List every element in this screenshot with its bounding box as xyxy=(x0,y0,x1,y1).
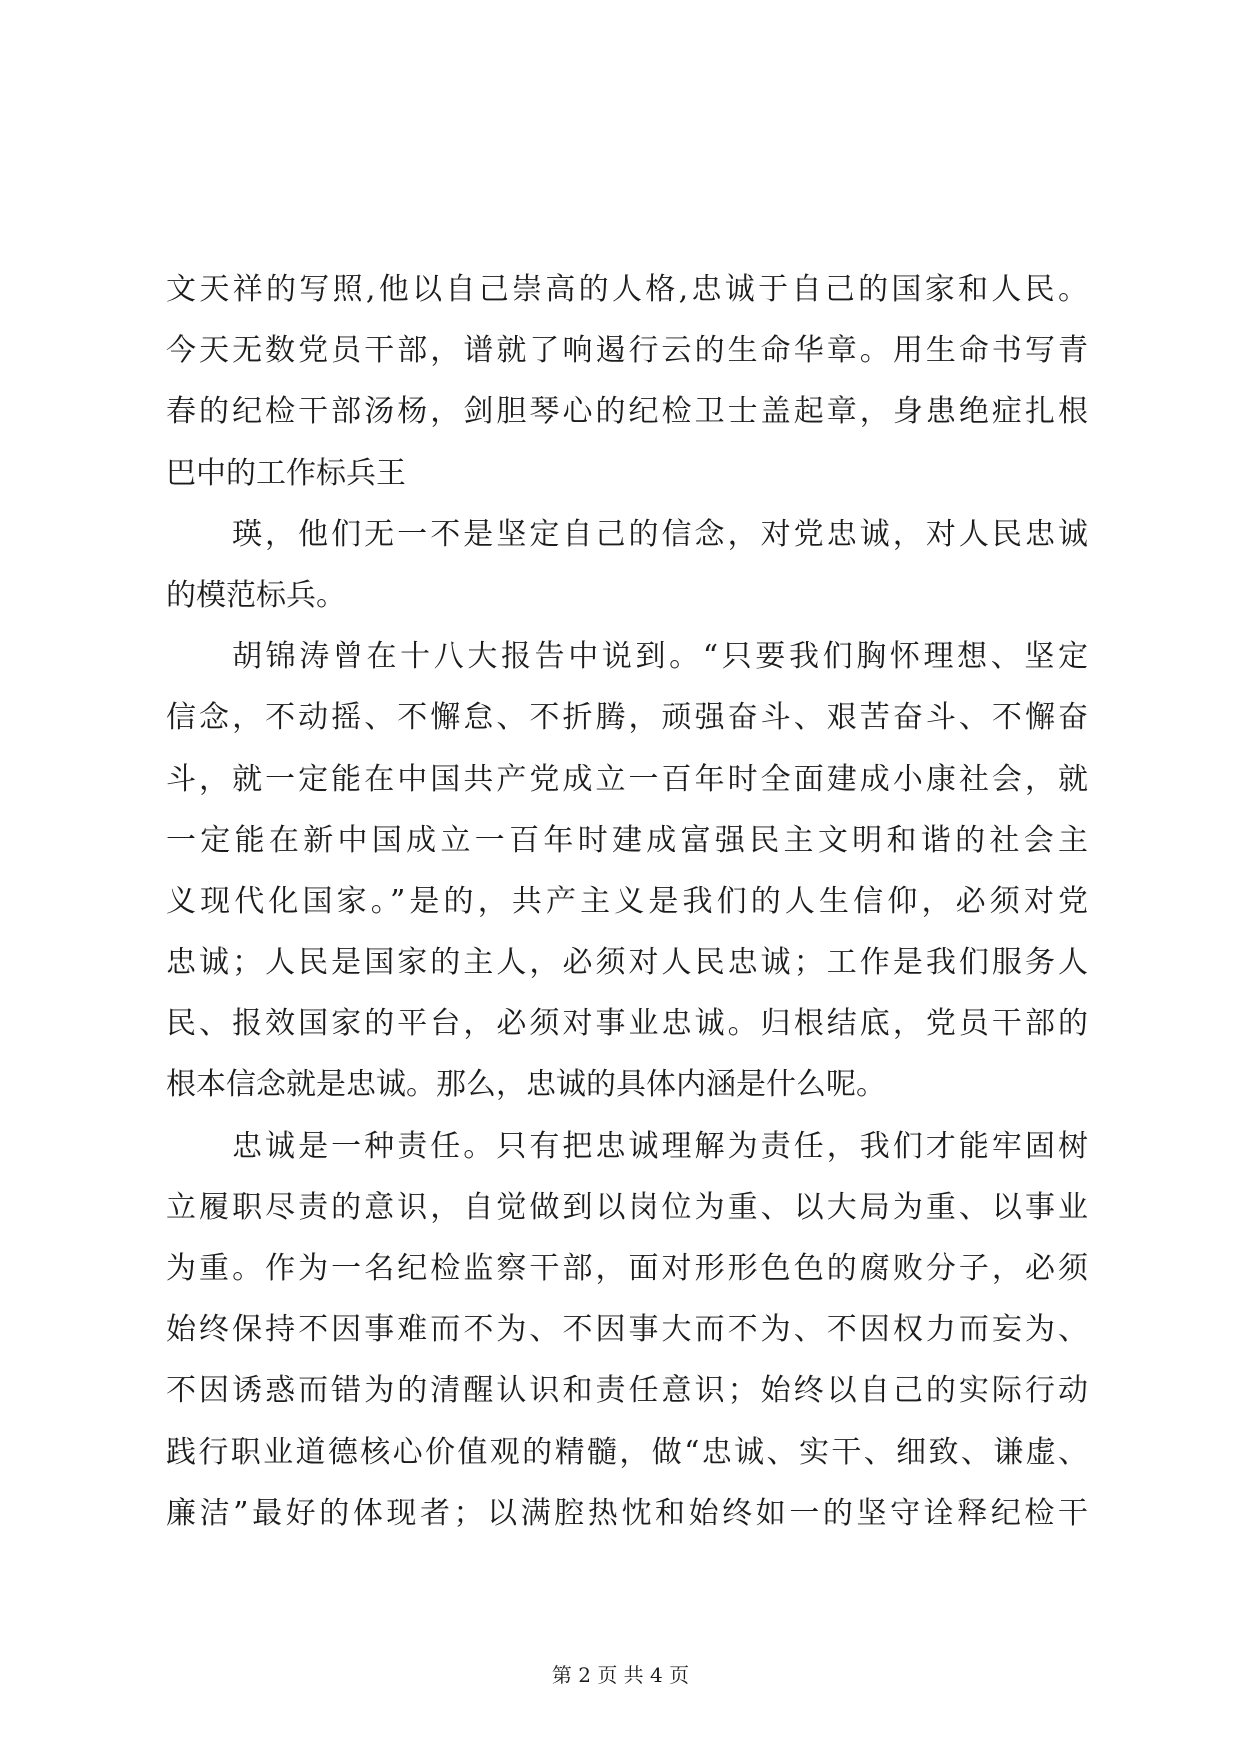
paragraph-first-line: 忠诚是一种责任。只有把忠诚理解为责任，我们才能牢固树 xyxy=(232,1128,1088,1164)
text-line: 的模范标兵。 xyxy=(166,577,346,613)
text-line: 信念，不动摇、不懈怠、不折腾，顽强奋斗、艰苦奋斗、不懈奋 xyxy=(166,700,1088,736)
text-line: 一定能在新中国成立一百年时建成富强民主文明和谐的社会主 xyxy=(166,822,1088,858)
paragraph-first-line: 瑛，他们无一不是坚定自己的信念，对党忠诚，对人民忠诚 xyxy=(232,516,1088,552)
text-line: 不因诱惑而错为的清醒认识和责任意识；始终以自己的实际行动 xyxy=(166,1373,1088,1409)
page-number-footer: 第 2 页 共 4 页 xyxy=(551,1663,690,1687)
text-line: 廉洁”最好的体现者；以满腔热忱和始终如一的坚守诠释纪检干 xyxy=(166,1495,1088,1531)
text-line: 斗，就一定能在中国共产党成立一百年时全面建成小康社会，就 xyxy=(166,761,1088,797)
text-line: 春的纪检干部汤杨，剑胆琴心的纪检卫士盖起章，身患绝症扎根 xyxy=(166,394,1088,430)
text-line: 忠诚；人民是国家的主人，必须对人民忠诚；工作是我们服务人 xyxy=(166,945,1088,981)
text-line: 践行职业道德核心价值观的精髓，做“忠诚、实干、细致、谦虚、 xyxy=(166,1434,1088,1470)
text-line: 始终保持不因事难而不为、不因事大而不为、不因权力而妄为、 xyxy=(166,1312,1088,1348)
document-body xyxy=(166,259,1088,1544)
text-line: 今天无数党员干部，谱就了响遏行云的生命华章。用生命书写青 xyxy=(166,333,1088,369)
text-line: 立履职尽责的意识，自觉做到以岗位为重、以大局为重、以事业 xyxy=(166,1189,1088,1225)
text-line: 民、报效国家的平台，必须对事业忠诚。归根结底，党员干部的 xyxy=(166,1006,1088,1042)
text-line: 根本信念就是忠诚。那么，忠诚的具体内涵是什么呢。 xyxy=(166,1067,886,1103)
text-line: 文天祥的写照,他以自己崇高的人格,忠诚于自己的国家和人民。 xyxy=(166,272,1088,307)
text-line: 巴中的工作标兵王 xyxy=(166,455,406,491)
text-line: 为重。作为一名纪检监察干部，面对形形色色的腐败分子，必须 xyxy=(166,1251,1088,1286)
paragraph-first-line: 胡锦涛曾在十八大报告中说到。“只要我们胸怀理想、坚定 xyxy=(232,639,1088,675)
text-line: 义现代化国家。”是的，共产主义是我们的人生信仰，必须对党 xyxy=(166,883,1088,919)
